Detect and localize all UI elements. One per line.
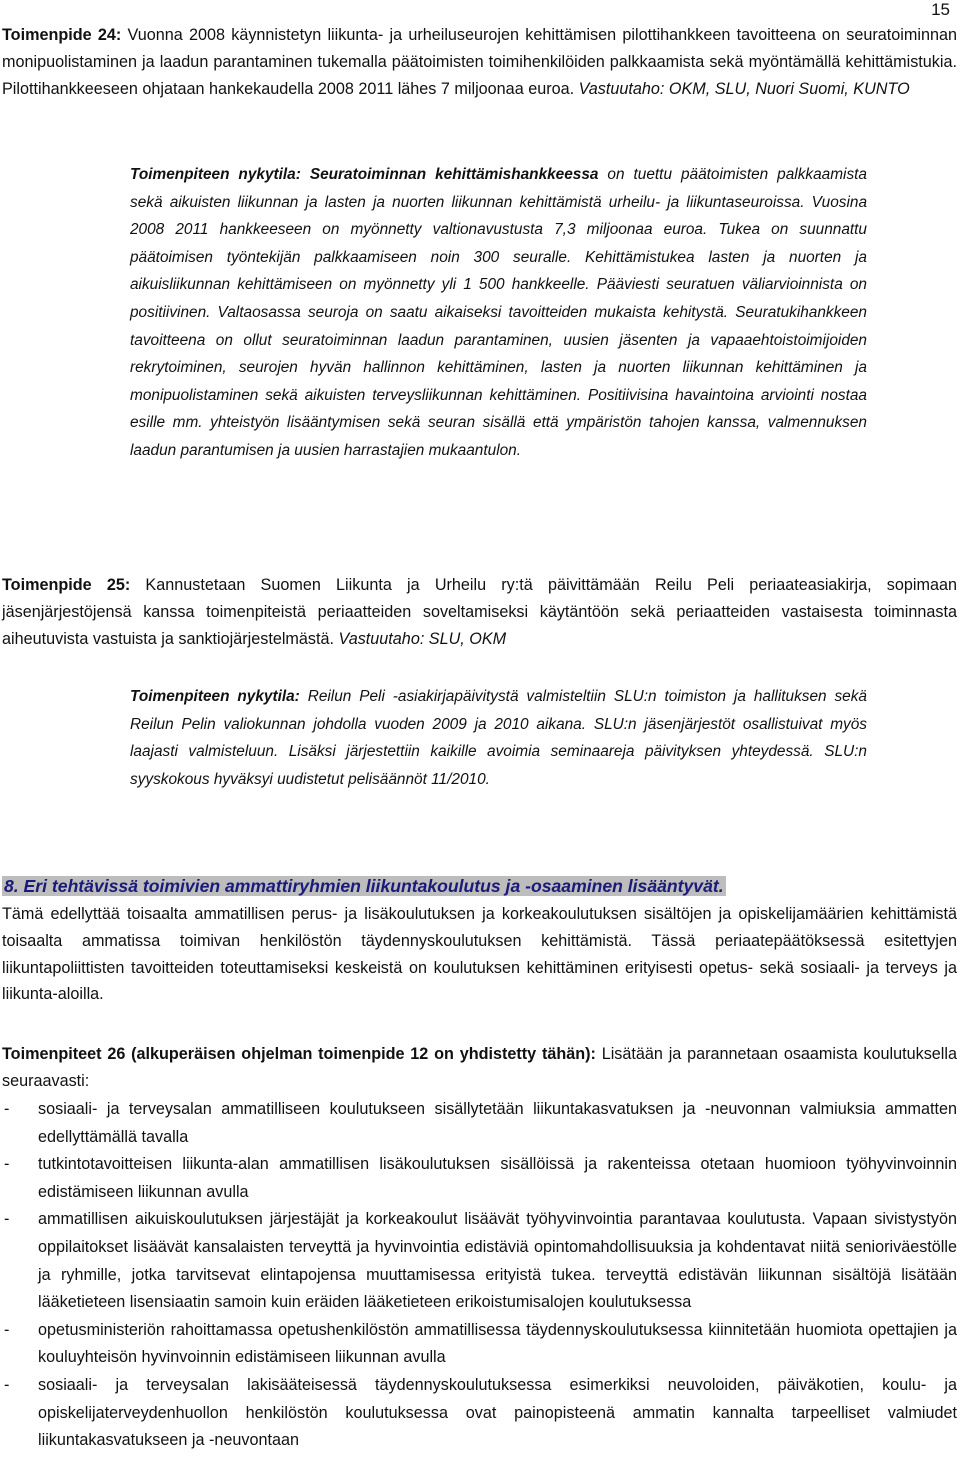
section-8-heading [2, 874, 957, 898]
dash-bullet: - [4, 1375, 10, 1394]
page-number: 15 [931, 0, 950, 19]
list-item [2, 1317, 957, 1372]
measure-25-label: Toimenpide 25: [2, 576, 131, 594]
list-item [2, 1151, 957, 1206]
measure-25-text: Kannustetaan Suomen Liikunta ja Urheilu ry:tä päivittämään Reilu Peli periaateasiakirja, sopimaan jäsenjärjestöjensä kanssa toimenpiteistä periaatteiden soveltamiseksi käytäntöön sekä periaatteiden vastaisesta toiminnasta aiheutuvista vastuista ja sanktiojärjestelmästä. [2, 576, 957, 648]
dash-bullet: - [4, 1100, 10, 1118]
dash-bullet: - [4, 1155, 10, 1174]
section-8-intro: Tämä edellyttää toisaalta ammatillisen perus- ja lisäkoulutuksen ja korkeakoulutuksen sisältöjen ja opiskelijamäärien kehittämistä toisaalta ammatissa toimivan henkilöstön täydennyskoulutuksen kehittämistä. Tässä periaatepäätöksessä esitettyjen liikuntapoliittisten tavoitteiden toteuttamiseksi keskeistä on koulutuksen kehittäminen erityisesti opetus- sekä sosiaali- ja terveys ja liikunta-aloilla. [2, 905, 957, 1004]
measure-25-status-text: Reilun Peli -asiakirjapäivitystä valmisteltiin SLU:n toimiston ja hallituksen sekä Reilun Pelin valiokunnan johdolla vuoden 2009 ja 2010 aikana. SLU:n jäsenjärjestöt osallistuivat myös laajasti valmisteluun. Lisäksi järjestettiin kaikille avoimia seminaareja päivityksen yhteydessä. SLU:n syyskokous hyväksyi uudistetut pelisäännöt 11/2010. [130, 688, 867, 788]
measure-24-text: Vuonna 2008 käynnistetyn liikunta- ja urheiluseurojen kehittämisen pilottihankkeen tavoitteena on seuratoiminnan monipuolistaminen ja laadun parantaminen tukemalla päätoimisten toimihenkilöiden palkkaamista sekä myöntämällä kehittämistukia. Pilottihankkeeseen ohjataan hankekaudella 2008 2011 lähes 7 miljoonaa euroa. [2, 26, 957, 98]
measure-25-responsible: Vastuutaho: SLU, OKM [338, 629, 507, 648]
measure-26-text: Lisätään ja parannetaan osaamista koulutuksella seuraavasti: [2, 1045, 957, 1090]
list-item-text: tutkintotavoitteisen liikunta-alan ammatillisen lisäkoulutuksen sisällöissä ja rakenteissa otetaan huomioon työhyvinvoinnin edistämiseen liikunnan avulla [38, 1155, 957, 1201]
measure-25-status [130, 683, 867, 793]
dash-bullet: - [4, 1320, 10, 1339]
list-item-text: opetusministeriön rahoittamassa opetushenkilöstön ammatillisessa täydennyskoulutuksessa kiinnitetään huomiota opettajien ja kouluyhteisön hyvinvoinnin edistämiseen liikunnan avulla [38, 1320, 957, 1367]
measure-24-status [130, 161, 867, 465]
measure-26-paragraph [2, 1041, 957, 1095]
dash-bullet: - [4, 1210, 10, 1229]
list-item [2, 1096, 957, 1151]
measure-26-label: Toimenpiteet 26 (alkuperäisen ohjelman toimenpide 12 on yhdistetty tähän): [2, 1045, 596, 1063]
measure-26-list [2, 1096, 957, 1455]
list-item [2, 1372, 957, 1455]
measure-24-status-project: Seuratoiminnan kehittämishankkeessa [300, 166, 599, 183]
measure-25-paragraph [2, 572, 957, 652]
list-item-text: sosiaali- ja terveysalan ammatilliseen koulutukseen sisällytetään liikuntakasvatuksen ja -neuvonnan valmiuksia ammatten edellyttämällä tavalla [38, 1100, 957, 1146]
measure-24-status-label: Toimenpiteen nykytila: [130, 166, 301, 183]
measure-24-label: Toimenpide 24: [2, 26, 122, 44]
measure-24-status-text: on tuettu päätoimisten palkkaamista sekä aikuisten liikunnan ja lasten ja nuorten liikunnan kehittämistä urheilu- ja liikuntaseuroissa. Vuosina 2008 2011 hankkeeseen on myönnetty valtionavustusta 7,3 miljoonaa euroa. Tukea on suunnattu päätoimisen työntekijän palkkaamiseen noin 300 seuralle. Kehittämistukea lasten ja nuorten ja aikuisliikunnan kehittämiseen on myönnetty yli 1 500 hankkeelle. Pääviesti seuratuen väliarvioinnista on positiivinen. Valtaosassa seuroja on saatu aikaiseksi tavoitteiden mukaista kehitystä. Seuratukihankkeen tavoitteena on ollut seuratoiminnan laadun parantaminen, uusien jäsenten ja vapaaehtoistoimijoiden rekrytoiminen, seurojen hyvän hallinnon kehittäminen, lasten ja nuorten liikunnan kehittäminen ja monipuolistaminen sekä aikuisten terveysliikunnan kehittäminen. Positiivisina havaintoina arviointi nostaa esille mm. yhteistyön lisääntymisen sekä seuran sisällä että ympäristön tahojen kanssa, valmennuksen laadun parantumisen ja uusien harrastajien mukaantulon. [130, 166, 867, 459]
list-item [2, 1206, 957, 1316]
measure-24-paragraph [2, 22, 957, 102]
list-item-text: ammatillisen aikuiskoulutuksen järjestäjät ja korkeakoulut lisäävät työhyvinvointia parantavaa koulutusta. Vapaan sivistystyön oppilaitokset lisäävät kansalaisten terveyttä ja hyvinvointia edistäviä opintomahdollisuuksia ja kohdentavat niitä senioriväestölle ja ryhmille, jotka tarvitsevat elintapojensa muuttamisessa erityistä tukea. terveyttä edistävän liikunnan sisältöjä lisätään lääketieteen lisensiaatin samoin kuin eräiden lääketieteen erikoistumisalojen koulutuksessa [38, 1210, 957, 1312]
list-item-text: sosiaali- ja terveysalan lakisääteisessä täydennyskoulutuksessa esimerkiksi neuvoloiden, päiväkotien, koulu- ja opiskelijaterveydenhuollon henkilöstön koulutuksessa ovat painopisteenä ammatin kannalta tarpeelliset valmiudet liikuntakasvatukseen ja -neuvontaan [38, 1375, 957, 1450]
section-8-heading-text: 8. Eri tehtävissä toimivien ammattiryhmien liikuntakoulutus ja -osaaminen lisääntyvät. [4, 876, 724, 896]
measure-25-status-label: Toimenpiteen nykytila: [130, 688, 300, 705]
measure-24-responsible: Vastuutaho: OKM, SLU, Nuori Suomi, KUNTO [578, 79, 910, 98]
